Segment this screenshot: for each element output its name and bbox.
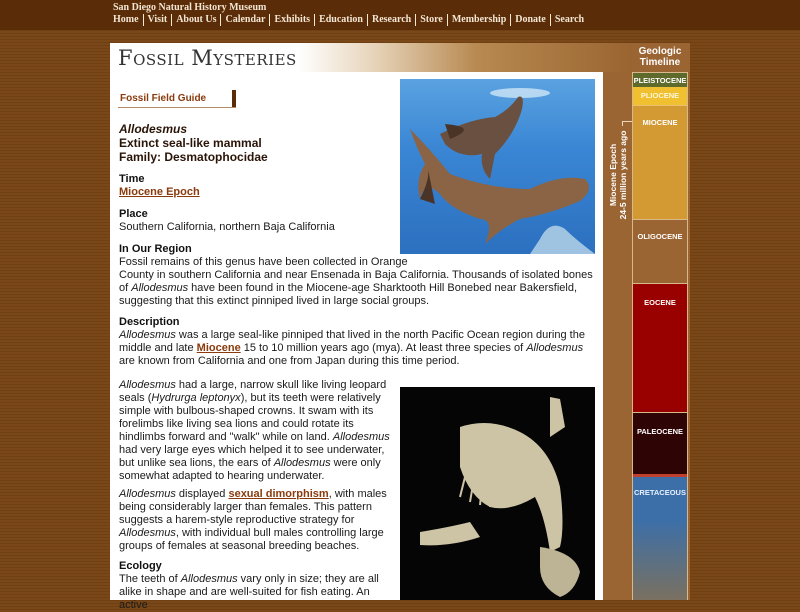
nav-membership[interactable]: Membership <box>451 14 507 25</box>
dimorphism-paragraph: Allodesmus displayed sexual dimorphism, with males being considerably larger than females. This pattern suggests a harem-style reproductive strategy for Allodesmus, with individual bull males controlling large groups of females at seasonal breeding beaches. <box>119 488 387 552</box>
nav-search[interactable]: Search <box>554 14 585 25</box>
timeline-title: Geologic Timeline <box>638 46 682 68</box>
banner-title: Fossil Mysteries <box>118 46 297 70</box>
description-section <box>119 316 599 368</box>
current-epoch-label <box>604 120 632 230</box>
description-heading: Description <box>119 316 180 328</box>
seal-painting-image <box>400 79 595 254</box>
museum-title[interactable]: San Diego Natural History Museum <box>113 2 267 13</box>
ecology-text: The teeth of Allodesmus vary only in size; they are all alike in shape and are well-suited for fish eating. An active <box>119 573 379 611</box>
seal-illustration-icon <box>400 79 595 254</box>
region-text-line1: Fossil remains of this genus have been collected in Orange <box>119 256 408 268</box>
nav-about-us[interactable]: About Us <box>176 14 217 25</box>
epoch-paleocene[interactable]: PALEOCENE <box>632 412 688 474</box>
miocene-epoch-link[interactable]: Miocene Epoch <box>119 186 200 198</box>
fossil-skeleton-image <box>400 387 595 600</box>
place-text: Southern California, northern Baja California <box>119 221 335 233</box>
nav-education[interactable]: Education <box>319 14 363 25</box>
nav-research[interactable]: Research <box>371 14 412 25</box>
region-heading: In Our Region <box>119 243 192 255</box>
anatomy-paragraph: Allodesmus had a large, narrow skull like living leopard seals (Hydrurga leptonyx), but its teeth were relatively simple with bulbous-shaped crowns. It swam with its forelimbs like living sea lions and could rotate its hindlimbs forward and "walk" while on land. Allodesmus had very large eyes which helped it to see underwater, but unlike sea lions, the ears of Allodesmus were only somewhat adapted to hearing underwater. <box>119 379 390 482</box>
species-heading <box>119 122 389 164</box>
epoch-pliocene[interactable]: PLIOCENE <box>632 87 688 105</box>
epoch-miocene[interactable]: MIOCENE <box>632 105 688 219</box>
species-family: Family: Desmatophocidae <box>119 150 268 164</box>
epoch-bracket <box>622 121 632 122</box>
epoch-pleistocene[interactable]: PLEISTOCENE <box>632 72 688 87</box>
place-section <box>119 208 335 234</box>
current-epoch-name: Miocene Epoch <box>608 143 618 207</box>
nav-home[interactable]: Home <box>113 14 139 25</box>
skeleton-illustration-icon <box>400 387 595 600</box>
nav-donate[interactable]: Donate <box>515 14 546 25</box>
time-heading: Time <box>119 173 145 185</box>
sexual-dimorphism-link[interactable]: sexual dimorphism <box>228 488 329 500</box>
region-text: County in southern California and near Ensenada in Baja California. Thousands of isolated bones of Allodesmus have been found in the Miocene-age Sharktooth Hill Bonebed near Bakersfield, suggesting that this extinct pinniped lived in large social groups. <box>119 269 593 307</box>
species-genus: Allodesmus <box>119 122 188 136</box>
tab-accent-bar <box>232 90 236 107</box>
current-epoch-range: 24-5 million years ago <box>618 130 628 220</box>
site-header <box>0 0 800 30</box>
exhibit-banner <box>110 43 632 72</box>
epoch-eocene[interactable]: EOCENE <box>632 283 688 412</box>
description-text: Allodesmus was a large seal-like pinniped that lived in the north Pacific Ocean region during the middle and late Miocene 15 to 10 million years ago (mya). At least three species of Allodesmus are known from California and one from Japan during this time period. <box>119 329 585 367</box>
epoch-cretaceous[interactable]: CRETACEOUS <box>632 477 688 600</box>
main-nav <box>112 14 588 26</box>
species-common-name: Extinct seal-like mammal <box>119 136 262 150</box>
field-guide-tab[interactable] <box>118 90 236 108</box>
nav-store[interactable]: Store <box>420 14 443 25</box>
ecology-section <box>119 560 391 612</box>
epoch-oligocene[interactable]: OLIGOCENE <box>632 219 688 283</box>
epoch-bracket-tick <box>622 121 623 126</box>
place-heading: Place <box>119 208 148 220</box>
miocene-link[interactable]: Miocene <box>196 342 241 354</box>
nav-visit[interactable]: Visit <box>147 14 168 25</box>
field-guide-label: Fossil Field Guide <box>120 93 207 104</box>
nav-calendar[interactable]: Calendar <box>225 14 266 25</box>
ecology-heading: Ecology <box>119 560 162 572</box>
nav-exhibits[interactable]: Exhibits <box>274 14 311 25</box>
time-section <box>119 173 200 199</box>
